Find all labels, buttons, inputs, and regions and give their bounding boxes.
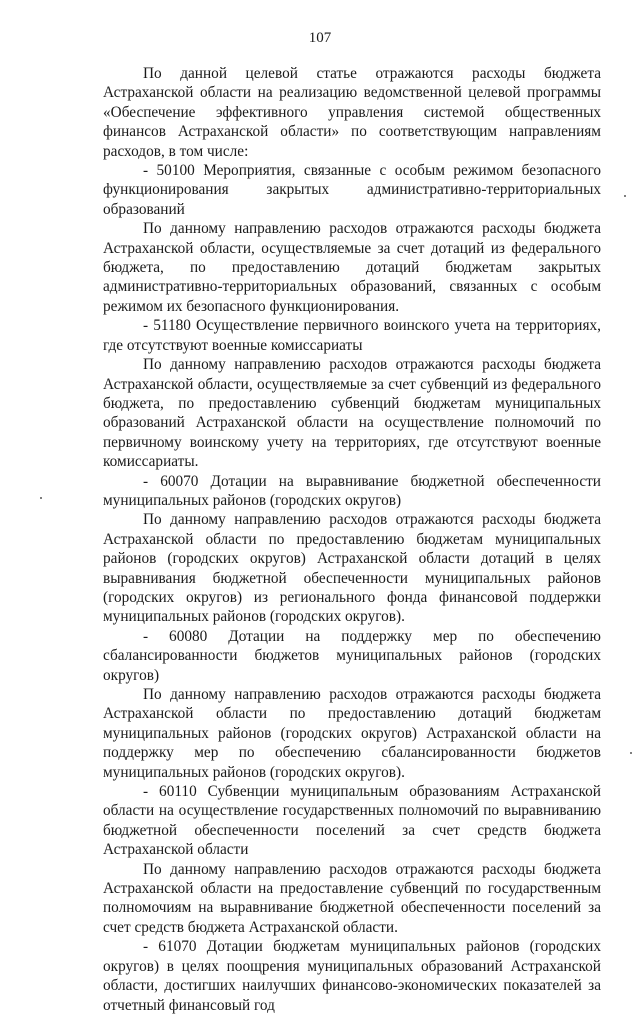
scan-speck (630, 752, 632, 754)
paragraph-item-60110: - 60110 Субвенции муниципальным образованиям Астраханской области на осуществление государственных полномочий по выравниванию бюджетной обеспеченности поселений за счет средств бюджета Астраханской области (103, 783, 601, 859)
paragraph-item-61070: - 61070 Дотации бюджетам муниципальных районов (городских округов) в целях поощрения муниципальных образований Астраханской области, достигших наилучших финансово-экономических показателей за отчетный финансовый год (103, 938, 601, 1014)
paragraph-50100-description: По данному направлению расходов отражаются расходы бюджета Астраханской области, осуществляемые за счет дотаций из федерального бюджета, по предоставлению дотаций бюджетам закрытых административно-территориальных образований, связанных с особым режимом их безопасного функционирования. (103, 220, 601, 315)
paragraph-intro: По данной целевой статье отражаются расходы бюджета Астраханской области на реализацию ведомственной целевой программы «Обеспечение эффективного управления системой общественных финансов Астраханской области» по соответствующим направлениям расходов, в том числе: (103, 65, 601, 160)
paragraph-item-50100: - 50100 Мероприятия, связанные с особым режимом безопасного функционирования закрытых административно-территориальных образований (103, 162, 601, 218)
scan-speck (40, 497, 42, 499)
paragraph-60080-description: По данному направлению расходов отражаются расходы бюджета Астраханской области по предоставлению дотаций бюджетам муниципальных районов (городских округов) Астраханской области на поддержку мер по обеспечению сбалансированности бюджетов муниципальных районов (городских округов). (103, 686, 601, 781)
paragraph-51180-description: По данному направлению расходов отражаются расходы бюджета Астраханской области, осуществляемые за счет субвенций из федерального бюджета, по предоставлению субвенций бюджетам муниципальных образований Астраханской области на осуществление полномочий по первичному воинскому учету на территориях, где отсутствуют военные комиссариаты. (103, 356, 601, 471)
scan-speck (624, 195, 626, 197)
page-number: 107 (308, 30, 332, 46)
document-body (103, 64, 601, 1015)
paragraph-item-60070: - 60070 Дотации на выравнивание бюджетной обеспеченности муниципальных районов (городских округов) (103, 472, 601, 509)
paragraph-item-51180: - 51180 Осуществление первичного воинского учета на территориях, где отсутствуют военные комиссариаты (103, 317, 601, 354)
paragraph-60110-description: По данному направлению расходов отражаются расходы бюджета Астраханской области на предоставление субвенций по государственным полномочиям на выравнивание бюджетной обеспеченности поселений за счет средств бюджета Астраханской области. (103, 860, 601, 936)
paragraph-item-60080: - 60080 Дотации на поддержку мер по обеспечению сбалансированности бюджетов муниципальных районов (городских округов) (103, 627, 601, 684)
paragraph-60070-description: По данному направлению расходов отражаются расходы бюджета Астраханской области по предоставлению бюджетам муниципальных районов (городских округов) Астраханской области дотаций в целях выравнивания бюджетной обеспеченности муниципальных районов (городских округов) из регионального фонда финансовой поддержки муниципальных районов (городских округов). (103, 511, 601, 626)
